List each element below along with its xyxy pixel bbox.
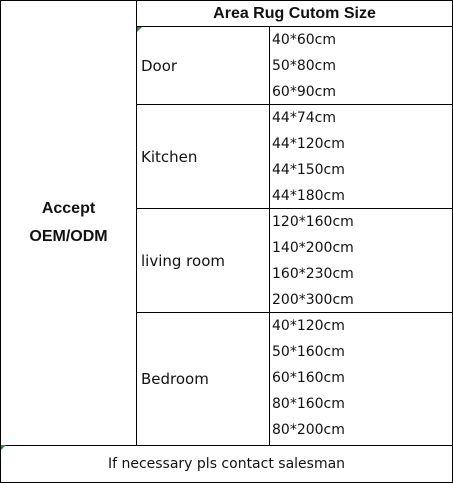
size-item: 50*160cm <box>272 344 345 360</box>
size-item: 160*230cm <box>272 266 354 282</box>
room-row-kitchen <box>137 105 452 209</box>
size-item: 80*160cm <box>272 396 345 412</box>
size-item: 44*74cm <box>272 110 336 126</box>
room-row-bedroom <box>137 313 452 445</box>
table-header: Area Rug Cutom Size <box>137 1 452 27</box>
oem-odm-cell <box>1 1 137 445</box>
accept-label: Accept <box>41 200 96 217</box>
size-list-living-room <box>270 209 452 312</box>
size-item: 44*150cm <box>272 162 345 178</box>
footer-note: If necessary pls contact salesman <box>1 445 452 482</box>
size-item: 140*200cm <box>272 240 354 256</box>
room-row-living-room <box>137 209 452 313</box>
room-row-door <box>137 27 452 105</box>
room-name-kitchen: Kitchen <box>137 105 270 208</box>
size-item: 40*60cm <box>272 32 336 48</box>
size-item: 60*160cm <box>272 370 345 386</box>
size-item: 50*80cm <box>272 58 336 74</box>
size-item: 60*90cm <box>272 84 336 100</box>
size-item: 120*160cm <box>272 214 354 230</box>
room-name-bedroom: Bedroom <box>137 313 270 445</box>
cell-corner-marker <box>137 27 142 32</box>
size-item: 200*300cm <box>272 292 354 308</box>
size-list-bedroom <box>270 313 452 445</box>
oem-odm-label <box>29 195 107 251</box>
size-item: 80*200cm <box>272 422 345 438</box>
room-name-door: Door <box>137 27 270 104</box>
size-list-door <box>270 27 452 104</box>
size-item: 44*180cm <box>272 188 345 204</box>
room-name-living-room: living room <box>137 209 270 312</box>
size-item: 40*120cm <box>272 318 345 334</box>
oem-odm-text: OEM/ODM <box>29 228 108 245</box>
size-item: 44*120cm <box>272 136 345 152</box>
cell-corner-marker <box>1 445 6 450</box>
size-list-kitchen <box>270 105 452 208</box>
